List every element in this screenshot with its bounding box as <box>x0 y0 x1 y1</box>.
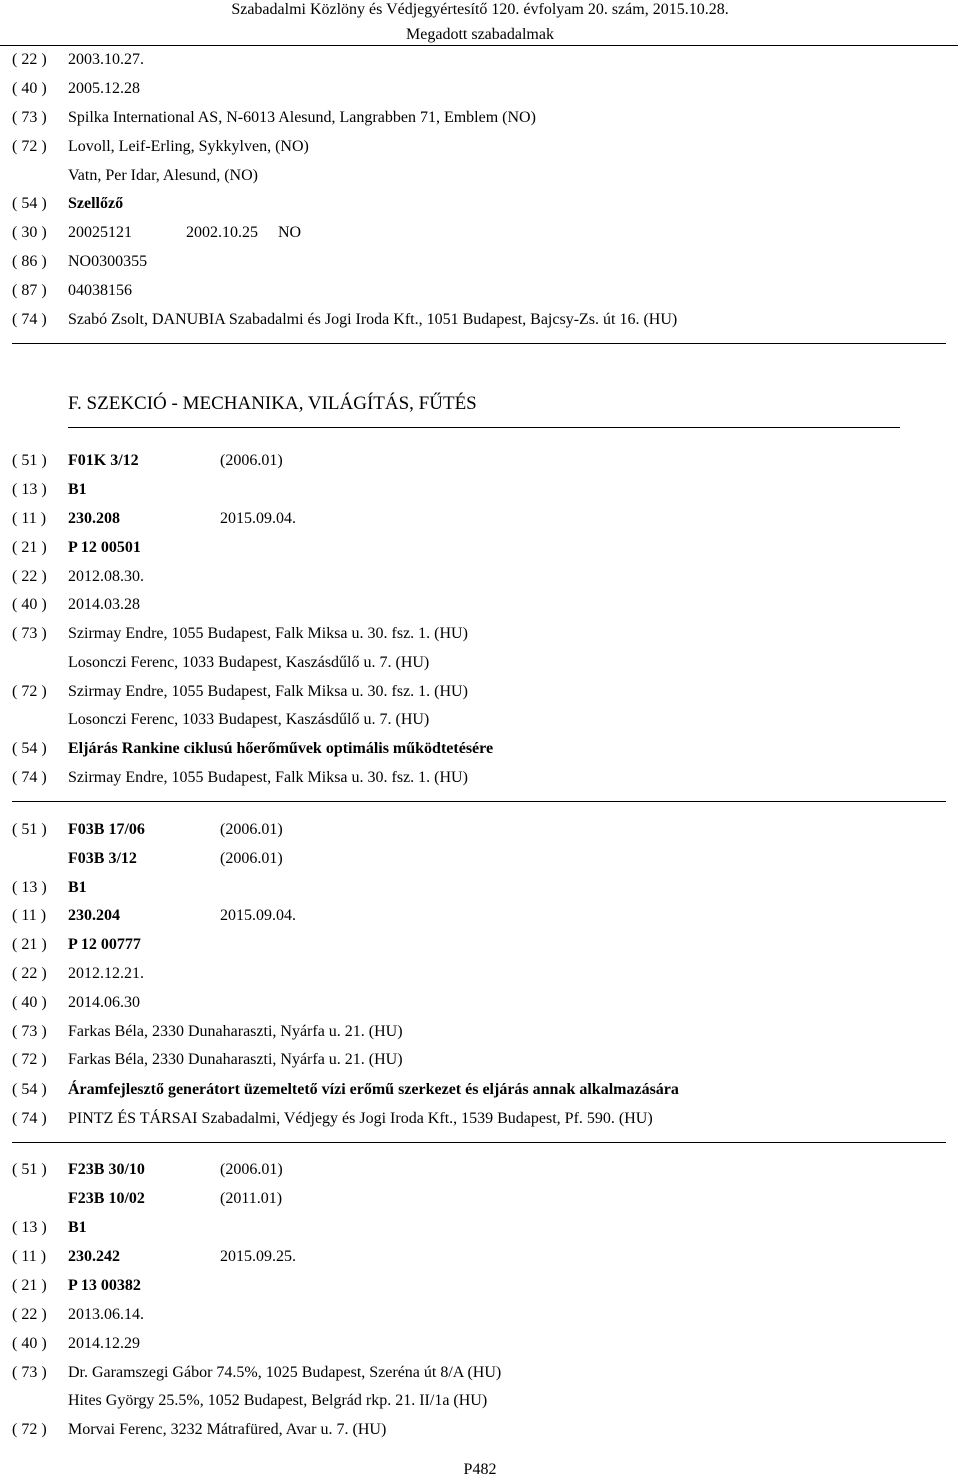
publication-title: Szabadalmi Közlöny és Védjegyértesítő 120. évfolyam 20. szám, 2015.10.28. <box>231 1 729 18</box>
entry-divider <box>12 343 946 344</box>
section-heading: F. SZEKCIÓ - MECHANIKA, VILÁGÍTÁS, FŰTÉS <box>68 393 477 414</box>
page-number: P482 <box>463 1461 497 1478</box>
section-rule <box>68 427 900 428</box>
section-subtitle: Megadott szabadalmak <box>406 26 554 43</box>
header-rule <box>0 45 958 46</box>
entry-divider <box>12 801 946 802</box>
entry-divider <box>12 1142 946 1143</box>
